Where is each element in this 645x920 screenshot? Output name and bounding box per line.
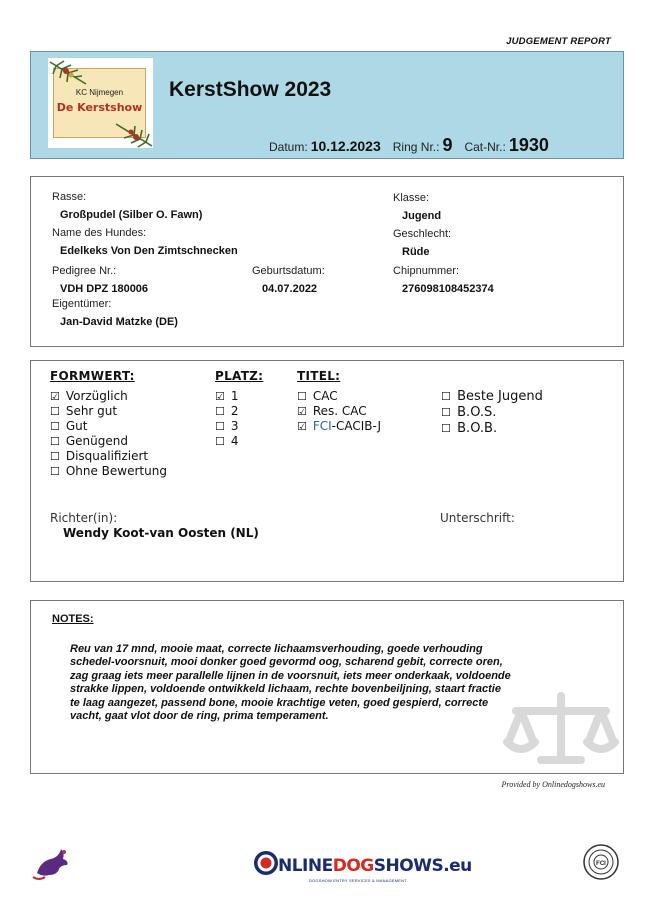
- platz-option[interactable]: ☐ 2: [215, 404, 239, 418]
- formwert-option[interactable]: ☐ Disqualifiziert: [50, 449, 149, 463]
- birthdate-value: 04.07.2022: [262, 283, 318, 295]
- checkbox-icon: ☐: [50, 465, 60, 478]
- owner-label: Eigentümer:: [52, 298, 112, 310]
- chip-label: Chipnummer:: [393, 265, 460, 277]
- checkbox-icon: ☐: [50, 435, 60, 448]
- titel-option[interactable]: ☑ Res. CAC: [297, 404, 367, 418]
- notes-line: Reu van 17 mnd, mooie maat, correcte lichaamsverhouding, goede verhouding: [70, 643, 483, 655]
- titel-heading: TITEL:: [297, 369, 341, 383]
- formwert-option[interactable]: ☐ Genügend: [50, 434, 128, 448]
- judge-label: Richter(in):: [50, 511, 118, 525]
- notes-line: strakke lippen, voldoende ontwikkeld lichaam, rechte bovenbeiljning, staart fractie: [70, 683, 501, 696]
- roundel-icon: [253, 850, 279, 876]
- formwert-option[interactable]: ☐ Ohne Bewertung: [50, 464, 167, 478]
- checkbox-icon: ☐: [215, 405, 225, 418]
- cat-label: Cat-Nr.:: [464, 140, 506, 154]
- formwert-heading: FORMWERT:: [50, 369, 135, 383]
- formwert-option[interactable]: ☐ Gut: [50, 419, 88, 433]
- logo-name-text: De Kerstshow: [56, 101, 143, 114]
- judge-value: Wendy Koot-van Oosten (NL): [63, 526, 259, 540]
- show-logo: [48, 58, 153, 148]
- platz-option[interactable]: ☑ 1: [215, 389, 239, 403]
- birthdate-label: Geburtsdatum:: [252, 265, 325, 277]
- show-title: KerstShow 2023: [169, 78, 332, 101]
- pine-branch-icon-bottom: [112, 116, 154, 150]
- evaluation-section: [30, 360, 624, 582]
- breed-value: Großpudel (Silber O. Fawn): [60, 209, 203, 221]
- dog-name-label: Name des Hundes:: [52, 227, 147, 239]
- class-value: Jugend: [402, 210, 442, 222]
- platz-heading: PLATZ:: [215, 369, 264, 383]
- signature-label: Unterschrift:: [440, 511, 515, 525]
- brand-wordmark: NLINEDOGSHOWS.eu: [278, 856, 472, 876]
- date-label: Datum:: [269, 140, 308, 154]
- award-option[interactable]: ☐ B.O.B.: [441, 421, 498, 436]
- notes-line: schedel-voorsnuit, mooi donker goed gevormd oog, scharend gebit, correcte oren,: [70, 656, 503, 669]
- notes-text: [70, 643, 610, 723]
- checkbox-icon: ☐: [215, 420, 225, 433]
- dog-details: [30, 176, 624, 347]
- checkbox-icon: ☑: [297, 420, 307, 433]
- logo-org-text: KC Nijmegen: [75, 88, 124, 97]
- pedigree-value: VDH DPZ 180006: [60, 283, 149, 295]
- titel-option[interactable]: ☐ CAC: [297, 389, 338, 403]
- checkbox-icon: ☐: [50, 420, 60, 433]
- dog-club-logo-icon: [31, 843, 71, 881]
- breed-label: Rasse:: [52, 191, 87, 203]
- show-header: [30, 51, 624, 159]
- fci-seal-icon: [582, 843, 620, 881]
- ring-label: Ring Nr.:: [392, 140, 440, 154]
- provided-by-text: Provided by Onlinedogshows.eu: [501, 780, 605, 789]
- formwert-option[interactable]: ☐ Sehr gut: [50, 404, 118, 418]
- pine-branch-icon: [48, 58, 90, 92]
- cat-value: 1930: [508, 135, 549, 155]
- checkbox-icon: ☑: [297, 405, 307, 418]
- notes-line: te laag aangezet, passend bone, mooie krachtige veten, goed gespierd, correcte: [70, 696, 489, 709]
- checkbox-icon: ☑: [50, 390, 60, 403]
- notes-line: vacht, gaat vlot door de ring, prima temperament.: [70, 710, 329, 723]
- checkbox-icon: ☐: [50, 450, 60, 463]
- titel-option[interactable]: ☑ FCI-CACIB-J: [297, 419, 382, 433]
- award-option[interactable]: ☐ Beste Jugend: [441, 389, 543, 404]
- award-option[interactable]: ☐ B.O.S.: [441, 405, 497, 420]
- checkbox-icon: ☐: [441, 406, 451, 419]
- notes-line: zag graag iets meer parallelle lijnen in de voorsnuit, iets meer onderkaak, voldoende: [70, 669, 511, 682]
- checkbox-icon: ☐: [441, 422, 451, 435]
- svg-text:FCI: FCI: [596, 861, 606, 867]
- pedigree-label: Pedigree Nr.:: [52, 265, 117, 277]
- sex-label: Geschlecht:: [393, 228, 452, 240]
- checkbox-icon: ☑: [215, 390, 225, 403]
- brand-tagline: DOGSHOW ENTRY SERVICES & MANAGEMENT: [309, 878, 407, 883]
- chip-value: 276098108452374: [402, 283, 494, 295]
- checkbox-icon: ☐: [297, 390, 307, 403]
- date-value: 10.12.2023: [310, 138, 381, 154]
- show-meta: [269, 135, 549, 156]
- owner-value: Jan-David Matzke (DE): [60, 316, 178, 328]
- notes-heading: NOTES:: [52, 613, 94, 625]
- platz-option[interactable]: ☐ 4: [215, 434, 239, 448]
- checkbox-icon: ☐: [441, 390, 451, 403]
- platz-option[interactable]: ☐ 3: [215, 419, 239, 433]
- checkbox-icon: ☐: [50, 405, 60, 418]
- checkbox-icon: ☐: [215, 435, 225, 448]
- ring-value: 9: [442, 135, 453, 155]
- sex-value: Rüde: [402, 246, 430, 258]
- class-label: Klasse:: [393, 192, 430, 204]
- report-label: JUDGEMENT REPORT: [506, 36, 611, 47]
- dog-name-value: Edelkeks Von Den Zimtschnecken: [60, 245, 238, 257]
- formwert-option[interactable]: ☑ Vorzüglich: [50, 389, 128, 403]
- notes-section: [30, 600, 624, 774]
